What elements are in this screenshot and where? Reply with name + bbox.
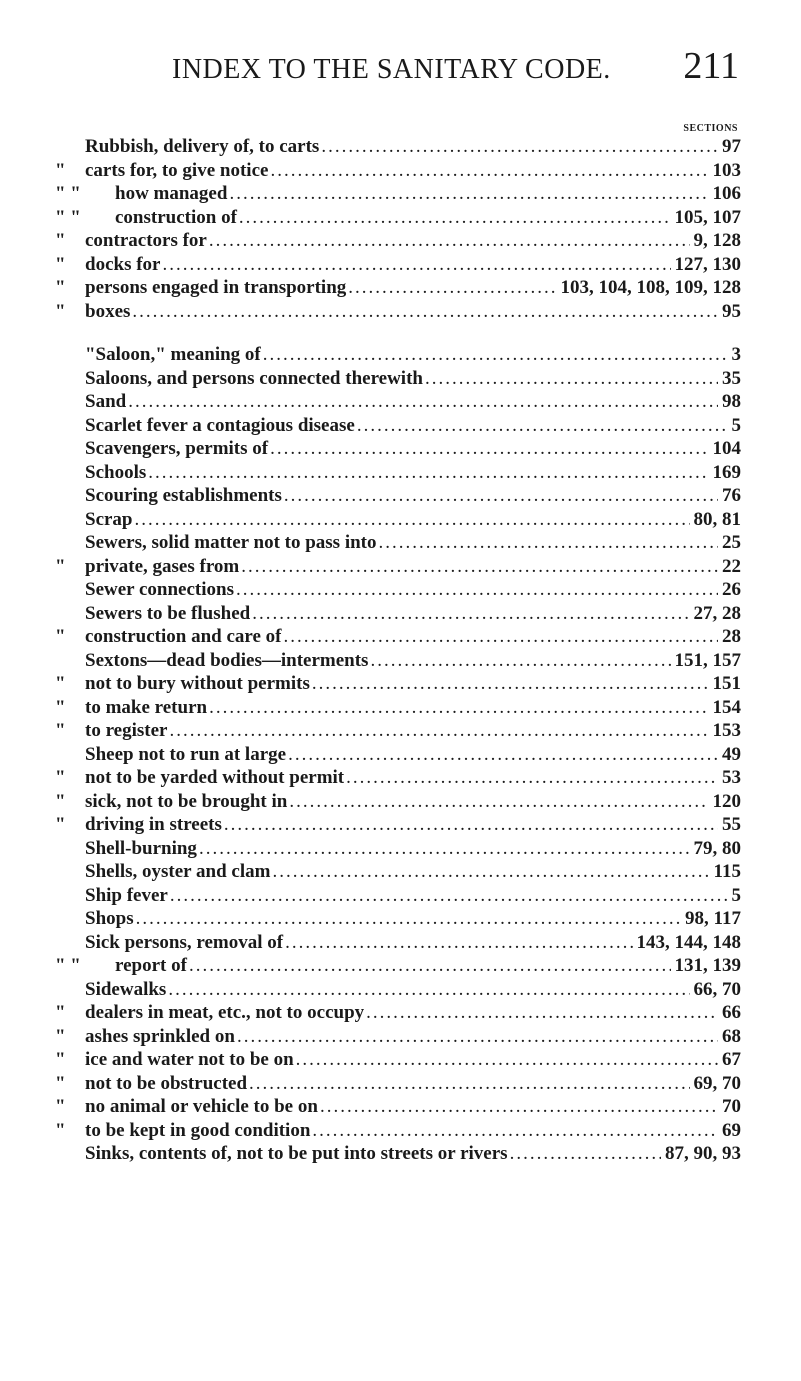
page-number: 211: [683, 45, 739, 87]
dot-leader: [270, 438, 708, 460]
entry-term: ice and water not to be on: [85, 1049, 294, 1070]
dot-leader: [128, 391, 718, 413]
index-entry: [55, 415, 741, 439]
dot-leader: [366, 1002, 718, 1024]
section-refs: 120: [712, 790, 741, 812]
index-entry: [55, 979, 741, 1003]
dot-leader: [379, 532, 718, 554]
index-entry: [55, 344, 741, 368]
dot-leader: [132, 301, 718, 323]
entry-term: Schools: [85, 461, 147, 483]
dot-leader: [425, 368, 718, 390]
dot-leader: [252, 603, 689, 625]
entry-term: Shell-burning: [85, 837, 197, 859]
index-entry: [55, 301, 741, 325]
dot-leader: [169, 720, 708, 742]
ditto-mark: ": [55, 1025, 66, 1047]
index-entry: [55, 254, 741, 278]
index-entry: [55, 744, 741, 768]
section-refs: 95: [722, 300, 741, 322]
dot-leader: [284, 626, 719, 648]
entry-term: Rubbish, delivery of, to carts: [85, 136, 320, 157]
index-entry: [55, 885, 741, 909]
dot-leader: [239, 207, 671, 229]
index-entry: [55, 932, 741, 956]
running-head-title: INDEX TO THE SANITARY CODE.: [172, 54, 611, 85]
ditto-mark: ": [55, 277, 66, 298]
entry-term: how managed: [115, 183, 228, 204]
entry-term: Shells, oyster and clam: [85, 861, 271, 882]
entry-term: to make return: [85, 696, 208, 718]
section-refs: 106: [712, 183, 741, 204]
index-entry: [55, 207, 741, 231]
dot-leader: [270, 160, 708, 182]
dot-leader: [288, 744, 718, 766]
index-entry: [55, 485, 741, 509]
entry-term: not to bury without permits: [85, 673, 310, 694]
index-group: [55, 344, 741, 1167]
ditto-mark: ": [55, 1119, 66, 1141]
ditto-mark: ": [55, 1049, 66, 1070]
section-refs: 103, 104, 108, 109, 128: [560, 277, 741, 298]
entry-term: not to be yarded without permit: [85, 767, 345, 788]
section-refs: 103: [712, 159, 741, 181]
dot-leader: [312, 673, 709, 695]
entry-term: Scarlet fever a contagious disease: [85, 414, 355, 436]
index-entry: [55, 1002, 741, 1026]
entry-term: Sewer connections: [85, 579, 234, 600]
dot-leader: [170, 885, 728, 907]
running-head: [54, 44, 739, 88]
section-refs: 68: [722, 1025, 741, 1047]
ditto-mark: ": [55, 1096, 66, 1117]
index-entry: [55, 1096, 741, 1120]
index-entry: [55, 955, 741, 979]
entry-term: docks for: [85, 253, 161, 275]
dot-leader: [135, 509, 690, 531]
section-refs: 22: [722, 555, 741, 577]
dot-leader: [370, 650, 670, 672]
entry-term: not to be obstructed: [85, 1072, 248, 1094]
section-refs: 67: [722, 1049, 741, 1070]
index-entry: [55, 1143, 741, 1167]
dot-leader: [321, 136, 718, 158]
index-entry: [55, 838, 741, 862]
ditto-mark: ": [55, 230, 66, 251]
entry-term: Sewers to be flushed: [85, 602, 251, 624]
section-refs: 131, 139: [674, 955, 741, 976]
index-entry: [55, 438, 741, 462]
entry-term: "Saloon," meaning of: [85, 344, 261, 365]
section-refs: 53: [722, 767, 741, 788]
index-entry: [55, 861, 741, 885]
entry-term: Scavengers, permits of: [85, 438, 269, 459]
entry-term: private, gases from: [85, 555, 240, 577]
index-entry: [55, 1120, 741, 1144]
entry-term: Sick persons, removal of: [85, 931, 284, 953]
index-entry: [55, 814, 741, 838]
section-refs: 153: [712, 720, 741, 741]
section-refs: 35: [722, 367, 741, 389]
dot-leader: [284, 485, 718, 507]
section-refs: 80, 81: [693, 508, 741, 530]
section-refs: 25: [722, 532, 741, 553]
dot-leader: [289, 791, 708, 813]
section-refs: 28: [722, 626, 741, 647]
ditto-mark: " ": [55, 955, 81, 976]
dot-leader: [209, 230, 690, 252]
index-entries: [55, 136, 741, 1167]
dot-leader: [209, 697, 708, 719]
entry-term: sick, not to be brought in: [85, 790, 288, 812]
index-entry: [55, 183, 741, 207]
dot-leader: [285, 932, 632, 954]
index-entry: [55, 767, 741, 791]
entry-term: Sheep not to run at large: [85, 743, 287, 765]
section-refs: 69, 70: [693, 1072, 741, 1094]
entry-term: report of: [115, 955, 187, 976]
section-refs: 69: [722, 1119, 741, 1141]
ditto-mark: ": [55, 626, 66, 647]
entry-term: construction of: [115, 206, 237, 228]
index-entry: [55, 791, 741, 815]
index-entry: [55, 908, 741, 932]
section-refs: 55: [722, 814, 741, 835]
entry-term: driving in streets: [85, 814, 222, 835]
section-refs: 3: [731, 344, 741, 365]
section-refs: 98: [722, 391, 741, 412]
dot-leader: [199, 838, 690, 860]
section-refs: 87, 90, 93: [665, 1143, 741, 1164]
section-refs: 66: [722, 1002, 741, 1023]
entry-term: contractors for: [85, 230, 207, 251]
ditto-mark: ": [55, 300, 66, 322]
entry-term: Scrap: [85, 508, 133, 530]
sections-column-label: SECTIONS: [683, 123, 738, 134]
index-entry: [55, 532, 741, 556]
entry-term: Shops: [85, 908, 134, 929]
ditto-mark: ": [55, 253, 66, 275]
section-refs: 98, 117: [685, 908, 741, 929]
section-refs: 5: [731, 414, 741, 436]
entry-term: Ship fever: [85, 884, 168, 906]
section-refs: 104: [712, 438, 741, 459]
index-entry: [55, 626, 741, 650]
index-entry: [55, 1026, 741, 1050]
ditto-mark: ": [55, 555, 66, 577]
entry-term: Sinks, contents of, not to be put into streets or rivers: [85, 1143, 508, 1164]
index-entry: [55, 368, 741, 392]
section-refs: 5: [731, 884, 741, 906]
dot-leader: [272, 861, 709, 883]
entry-term: Sextons—dead bodies—interments: [85, 649, 369, 671]
section-refs: 70: [722, 1096, 741, 1117]
index-entry: [55, 160, 741, 184]
entry-term: Saloons, and persons connected therewith: [85, 367, 423, 389]
index-entry: [55, 603, 741, 627]
entry-term: to be kept in good condition: [85, 1119, 311, 1141]
index-entry: [55, 650, 741, 674]
dot-leader: [168, 979, 689, 1001]
entry-term: Sewers, solid matter not to pass into: [85, 532, 377, 553]
dot-leader: [236, 579, 718, 601]
index-entry: [55, 697, 741, 721]
entry-term: Sand: [85, 391, 127, 412]
ditto-mark: " ": [55, 183, 81, 204]
index-entry: [55, 1049, 741, 1073]
section-refs: 27, 28: [693, 602, 741, 624]
index-entry: [55, 462, 741, 486]
index-entry: [55, 673, 741, 697]
ditto-mark: ": [55, 767, 66, 788]
section-refs: 151: [712, 673, 741, 694]
index-entry: [55, 579, 741, 603]
dot-leader: [229, 183, 708, 205]
dot-leader: [346, 767, 718, 789]
ditto-mark: ": [55, 1002, 66, 1023]
dot-leader: [348, 277, 556, 299]
section-refs: 97: [722, 136, 741, 157]
section-refs: 66, 70: [693, 978, 741, 1000]
section-refs: 169: [712, 461, 741, 483]
ditto-mark: ": [55, 673, 66, 694]
index-entry: [55, 391, 741, 415]
ditto-mark: ": [55, 790, 66, 812]
section-refs: 79, 80: [693, 837, 741, 859]
section-refs: 49: [722, 743, 741, 765]
ditto-mark: " ": [55, 206, 81, 228]
dot-leader: [296, 1049, 718, 1071]
dot-leader: [312, 1120, 718, 1142]
section-refs: 26: [722, 579, 741, 600]
dot-leader: [189, 955, 671, 977]
ditto-mark: ": [55, 1072, 66, 1094]
section-refs: 154: [712, 696, 741, 718]
dot-leader: [249, 1073, 689, 1095]
ditto-mark: ": [55, 720, 66, 741]
dot-leader: [224, 814, 718, 836]
entry-term: persons engaged in transporting: [85, 277, 347, 298]
index-entry: [55, 230, 741, 254]
dot-leader: [357, 415, 728, 437]
entry-term: construction and care of: [85, 626, 282, 647]
entry-term: to register: [85, 720, 168, 741]
entry-term: ashes sprinkled on: [85, 1025, 235, 1047]
dot-leader: [148, 462, 708, 484]
dot-leader: [162, 254, 670, 276]
entry-term: dealers in meat, etc., not to occupy: [85, 1002, 365, 1023]
ditto-mark: ": [55, 814, 66, 835]
entry-term: no animal or vehicle to be on: [85, 1096, 318, 1117]
index-entry: [55, 509, 741, 533]
index-entry: [55, 277, 741, 301]
section-refs: 9, 128: [693, 230, 741, 251]
dot-leader: [241, 556, 718, 578]
entry-term: carts for, to give notice: [85, 159, 269, 181]
dot-leader: [263, 344, 728, 366]
index-entry: [55, 556, 741, 580]
dot-leader: [136, 908, 681, 930]
dot-leader: [320, 1096, 718, 1118]
ditto-mark: ": [55, 696, 66, 718]
section-refs: 115: [713, 861, 741, 882]
section-refs: 76: [722, 485, 741, 506]
entry-term: boxes: [85, 300, 131, 322]
ditto-mark: ": [55, 159, 66, 181]
entry-term: Sidewalks: [85, 978, 167, 1000]
section-refs: 105, 107: [674, 206, 741, 228]
dot-leader: [510, 1143, 661, 1165]
index-group: [55, 136, 741, 324]
section-refs: 151, 157: [674, 649, 741, 671]
index-entry: [55, 1073, 741, 1097]
dot-leader: [237, 1026, 718, 1048]
section-refs: 143, 144, 148: [636, 931, 741, 953]
entry-term: Scouring establishments: [85, 485, 282, 506]
index-entry: [55, 136, 741, 160]
section-refs: 127, 130: [674, 253, 741, 275]
index-entry: [55, 720, 741, 744]
